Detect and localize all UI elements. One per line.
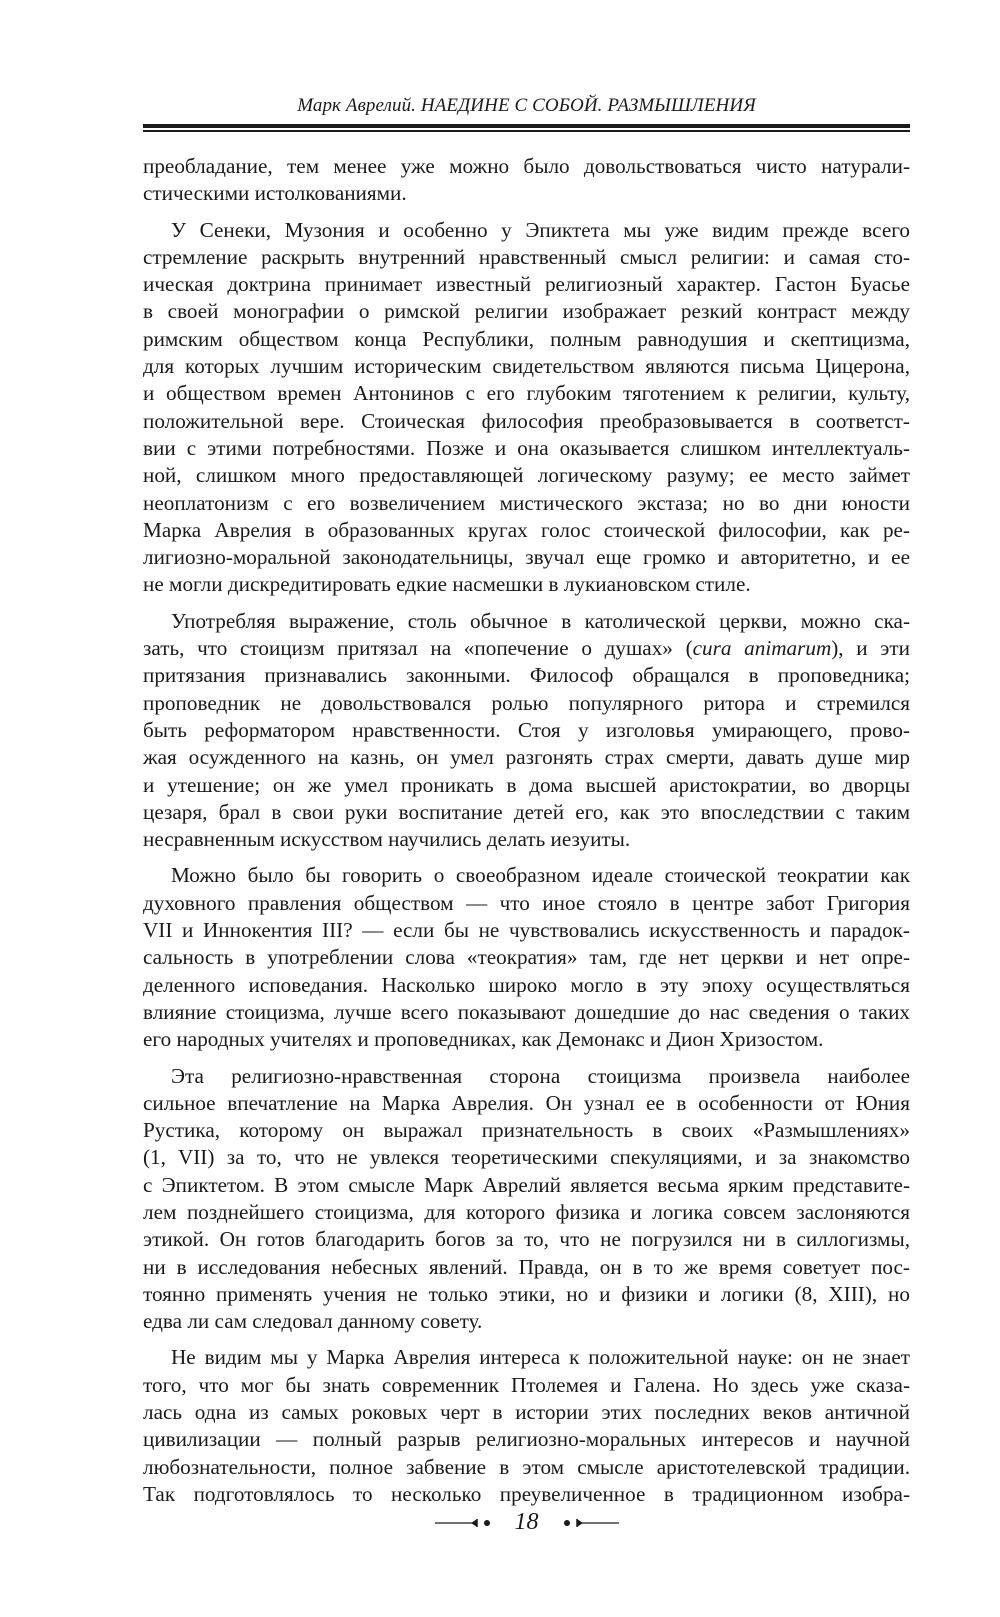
latin-term: cura animarum	[692, 636, 832, 661]
text-line: Эта религиозно-нравственная сторона стоицизма произвела наиболее	[171, 1063, 910, 1088]
text-line: стическими истолкованиями.	[143, 181, 407, 206]
text-line: У Сенеки, Музония и особенно у Эпиктета мы уже видим прежде всего	[171, 217, 910, 242]
text-line: духовного правления обществом — что иное стояло в центре забот Григория	[143, 890, 910, 915]
text-line: Рустика, которому он выражал признательность в своих «Размышлениях»	[143, 1118, 910, 1143]
text-line	[143, 635, 910, 662]
text-line: лем позднейшего стоицизма, для которого физика и логика совсем заслоняются	[143, 1199, 910, 1224]
paragraph	[143, 862, 910, 1053]
text-line: Можно было бы говорить о своеобразном идеале стоической теократии как	[171, 863, 910, 888]
text-line: его народных учителях и проповедниках, как Демонакс и Дион Хризостом.	[143, 1027, 824, 1052]
text-line: деленного исповедания. Насколько широко могло в эту эпоху осуществляться	[143, 972, 910, 997]
right-ornament-icon	[559, 1517, 619, 1529]
text-line: Так подготовлялось то несколько преувеличенное в традиционном изобра-	[143, 1481, 910, 1506]
text-line: ическая доктрина принимает известный религиозный характер. Гастон Буасье	[143, 272, 910, 297]
text-line: лась одна из самых роковых черт в истории этих последних веков античной	[143, 1400, 910, 1425]
text-line: преобладание, тем менее уже можно было довольствоваться чисто натурали-	[143, 154, 910, 178]
paragraph	[143, 1344, 910, 1508]
text-line: не могли дискредитировать едкие насмешки в лукиановском стиле.	[143, 572, 751, 597]
page-number: 18	[514, 1509, 539, 1535]
header-rule-thick	[143, 124, 910, 128]
text-line: притязания признавались законными. Философ обращался в проповедника;	[143, 663, 910, 688]
text-line: быть реформатором нравственности. Стоя у изголовья умирающего, прово-	[143, 717, 910, 742]
text-line: ной, слишком много предоставляющей логическому разуму; ее место займет	[143, 463, 910, 488]
text-line: неоплатонизм с его возвеличением мистического экстаза; но во дни юности	[143, 490, 910, 515]
left-ornament-icon	[435, 1517, 495, 1529]
paragraph	[143, 608, 910, 854]
text-segment: ), и эти	[831, 636, 910, 661]
header-rule-thin	[143, 130, 910, 132]
text-line: этикой. Он готов благодарить богов за то, что не погрузился ни в силлогизмы,	[143, 1227, 910, 1252]
text-line: лигиозно-моральной законодательницы, звучал еще громко и авторитетно, и ее	[143, 545, 910, 570]
text-line: положительной вере. Стоическая философия преобразовывается в соответст-	[143, 408, 910, 433]
page-folio	[143, 1509, 910, 1536]
body-text	[143, 153, 910, 1517]
paragraph	[143, 217, 910, 599]
text-line: для которых лучшим историческим свидетельством являются письма Цицерона,	[143, 354, 910, 379]
text-line: стремление раскрыть внутренний нравственный смысл религии: и самая сто-	[143, 244, 910, 269]
text-line: Не видим мы у Марка Аврелия интереса к положительной науке: он не знает	[171, 1345, 910, 1370]
text-line: цезаря, брал в свои руки воспитание детей его, как это впоследствии с таким	[143, 799, 910, 824]
text-line: проповедник не довольствовался ролью популярного ритора и стремился	[143, 690, 910, 715]
text-line: с Эпиктетом. В этом смысле Марк Аврелий является весьма ярким представите-	[143, 1172, 910, 1197]
running-head: Марк Аврелий. НАЕДИНЕ С СОБОЙ. РАЗМЫШЛЕНИЯ	[297, 95, 756, 116]
text-line: римским обществом конца Республики, полным равнодушия и скептицизма,	[143, 326, 910, 351]
paragraph	[143, 153, 910, 208]
text-line: Марка Аврелия в образованных кругах голос стоической философии, как ре-	[143, 517, 910, 542]
text-line: жая осужденного на казнь, он умел разгонять страх смерти, давать душе мир	[143, 745, 910, 770]
text-line: ни в исследования небесных явлений. Правда, он в то же время советует пос-	[143, 1254, 910, 1279]
paragraph	[143, 1063, 910, 1336]
text-line: влияние стоицизма, лучше всего показывают дошедшие до нас сведения о таких	[143, 999, 910, 1024]
text-line: VII и Иннокентия III? — если бы не чувствовались искусственность и парадок-	[143, 918, 910, 943]
text-line: в своей монографии о римской религии изображает резкий контраст между	[143, 299, 910, 324]
text-line: вии с этими потребностями. Позже и она оказывается слишком интеллектуаль-	[143, 435, 910, 460]
text-line: того, что мог бы знать современник Птолемея и Галена. Но здесь уже сказа-	[143, 1372, 910, 1397]
text-line: и обществом времен Антонинов с его глубоким тяготением к религии, культу,	[143, 381, 910, 406]
text-line: несравненным искусством научились делать иезуиты.	[143, 827, 631, 852]
text-line: тоянно применять учения не только этики, но и физики и логики (8, XIII), но	[143, 1281, 910, 1306]
text-segment: зать, что стоицизм притязал на «попечение о душах» (	[143, 636, 693, 661]
text-line: сальность в употреблении слова «теократия» там, где нет церкви и нет опре-	[143, 945, 910, 970]
text-line: сильное впечатление на Марка Аврелия. Он узнал ее в особенности от Юния	[143, 1090, 910, 1115]
text-line: любознательности, полное забвение в этом смысле аристотелевской традиции.	[143, 1454, 910, 1479]
text-line: Употребляя выражение, столь обычное в католической церкви, можно ска-	[171, 608, 910, 633]
text-line: едва ли сам следовал данному совету.	[143, 1309, 483, 1334]
text-line: цивилизации — полный разрыв религиозно-моральных интересов и научной	[143, 1427, 910, 1452]
text-line: (1, VII) за то, что не увлекся теоретическими спекуляциями, и за знакомство	[143, 1145, 910, 1170]
text-line: и утешение; он же умел проникать в дома высшей аристократии, во дворцы	[143, 772, 910, 797]
